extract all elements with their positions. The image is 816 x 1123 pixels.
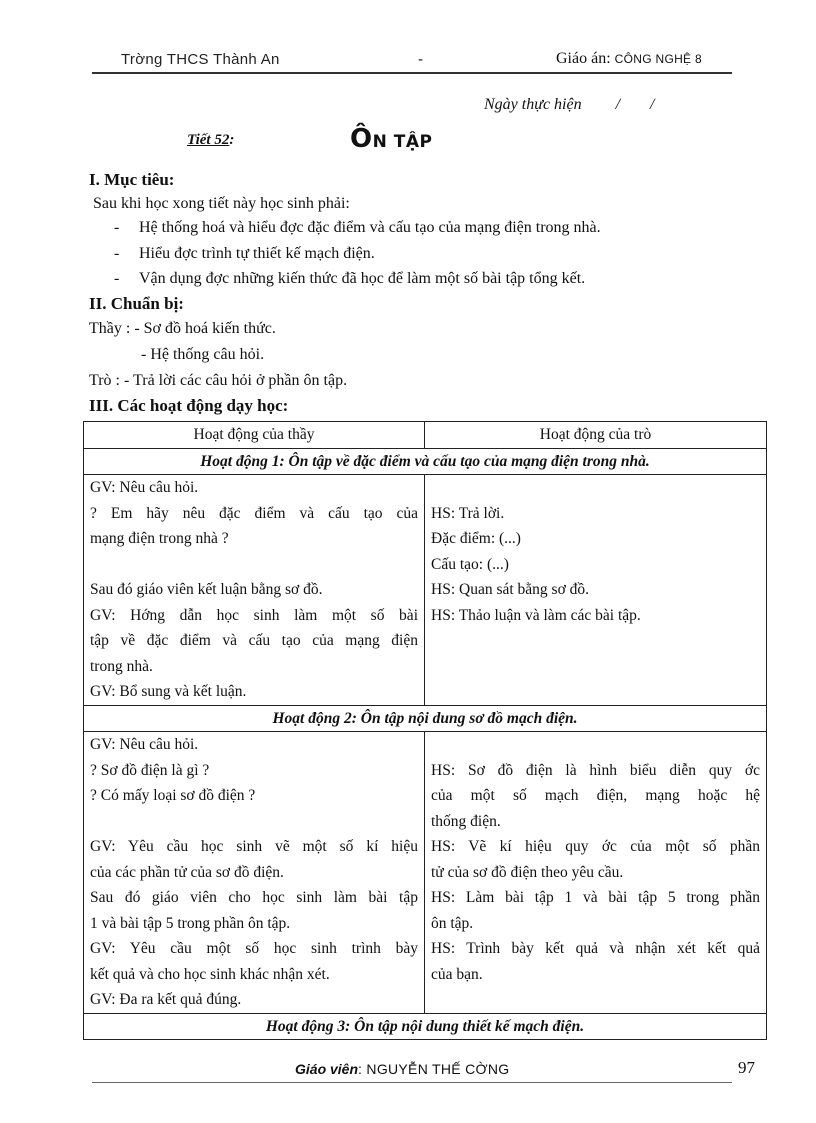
table-line: Sau đó giáo viên cho học sinh làm bài tập [90,889,418,906]
footer-divider [92,1082,732,1083]
teacher-name: : NGUYỄN THẾ CỜNG [358,1061,510,1077]
school-name: Trờng THCS Thành An [121,51,280,68]
title-initial: Ô [350,124,373,154]
activities-table [83,421,767,1040]
table-line: GV: Hớng dẫn học sinh làm một số bài [90,606,418,624]
table-line: của các phần tử của sơ đồ điện. [90,863,284,881]
page-title [350,124,432,154]
activity-2-title-row [84,705,767,732]
table-line: GV: Nêu câu hỏi. [90,479,199,496]
subject-header [556,50,702,68]
table-line: HS: Làm bài tập 1 và bài tập 5 trong phần [431,889,760,906]
table-line: HS: Sơ đồ điện là hình biểu diễn quy ớc [431,761,760,779]
objective-item: - Vận dụng đợc những kiến thức đã học để làm một số bài tập tổng kết. [114,270,586,287]
activities-heading: III. Các hoạt động dạy học: [89,396,289,415]
activity-2-student-cell [425,732,767,1014]
table-line: Cấu tạo: (...) [431,555,509,573]
teacher-label: Giáo viên [295,1061,359,1077]
objective-item: - Hệ thống hoá và hiểu đợc đặc điểm và cấu tạo của mạng điện trong nhà. [114,219,601,236]
table-line: GV: Bổ sung và kết luận. [90,683,247,700]
activity-1-title-row [84,448,767,475]
title-rest: N TẬP [372,132,433,152]
activity-1-student-cell [425,475,767,706]
table-line: GV: Yêu cầu một số học sinh trình bày [90,940,418,957]
header-dash: - [418,51,423,68]
table-line: tập về đặc điểm và cấu tạo của mạng điện [90,632,418,649]
table-line: 1 và bài tập 5 trong phần ôn tập. [90,914,291,932]
table-header-row [84,422,767,449]
activity-2-content-row [84,732,767,1014]
activity-3-title: Hoạt động 3: Ôn tập nội dung thiết kế mạch điện. [84,1013,767,1040]
activity-1-title: Hoạt động 1: Ôn tập về đặc điểm và cấu tạo của mạng điện trong nhà. [84,448,767,475]
activity-3-title-row [84,1013,767,1040]
subject-label: Giáo án: [556,50,611,67]
date-label: Ngày thực hiện [484,96,582,113]
table-line: tử của sơ đồ điện theo yêu cầu. [431,863,624,881]
student-prep: Trò : - Trả lời các câu hỏi ở phần ôn tập. [89,372,348,389]
table-line: ? Sơ đồ điện là gì ? [90,761,210,779]
activity-2-title: Hoạt động 2: Ôn tập nội dung sơ đồ mạch điện. [84,705,767,732]
table-line: thống điện. [431,812,501,830]
lesson-number-text: Tiết 52 [187,132,230,148]
activity-1-content-row [84,475,767,706]
objective-item: - Hiểu đợc trình tự thiết kế mạch điện. [114,245,375,262]
table-line: HS: Thảo luận và làm các bài tập. [431,606,641,624]
lesson-number-colon: : [229,132,235,148]
teacher-signature [295,1061,509,1077]
table-line: HS: Vẽ kí hiệu quy ớc của một số phần [431,838,760,855]
lesson-number [187,132,234,149]
table-line: của bạn. [431,965,483,983]
table-line: ? Có mấy loại sơ đồ điện ? [90,787,256,804]
table-line: HS: Quan sát bằng sơ đồ. [431,581,590,598]
table-line: HS: Trả lời. [431,504,505,522]
table-line: HS: Trình bày kết quả và nhận xét kết quả [431,940,760,957]
date-separator-2: / [650,96,655,113]
column-header-student: Hoạt động của trò [425,422,767,449]
teacher-prep-2: - Hệ thống câu hỏi. [141,346,265,363]
header-divider [92,72,732,74]
table-line: GV: Yêu cầu học sinh vẽ một số kí hiệu [90,838,418,855]
page-number: 97 [738,1058,755,1077]
table-line: GV: Nêu câu hỏi. [90,736,199,753]
date-separator-1: / [615,96,621,113]
subject-name: CÔNG NGHỆ 8 [614,52,702,66]
table-line: Đặc điểm: (...) [431,530,521,547]
table-line: trong nhà. [90,657,153,675]
table-line: GV: Đa ra kết quả đúng. [90,991,242,1008]
teacher-prep-1: Thầy : - Sơ đồ hoá kiến thức. [89,320,276,337]
objectives-intro: Sau khi học xong tiết này học sinh phải: [93,195,350,212]
activity-1-teacher-cell [84,475,425,706]
objectives-heading: I. Mục tiêu: [89,170,175,189]
table-line: Sau đó giáo viên kết luận bằng sơ đồ. [90,581,323,598]
table-line: của một số mạch điện, mạng hoặc hệ [431,787,760,804]
column-header-teacher: Hoạt động của thầy [84,422,425,449]
table-line: kết quả và cho học sinh khác nhận xét. [90,965,330,983]
table-line: mạng điện trong nhà ? [90,530,229,547]
table-line: ôn tập. [431,914,474,932]
preparation-heading: II. Chuẩn bị: [89,294,184,313]
activity-2-teacher-cell [84,732,425,1014]
table-line: ? Em hãy nêu đặc điểm và cấu tạo của [90,504,418,522]
execution-date [484,96,655,114]
